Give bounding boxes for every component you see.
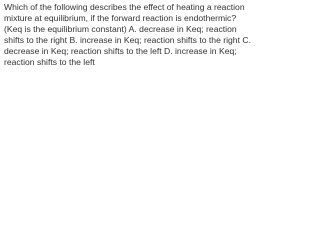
question-text: Which of the following describes the effect of heating a reaction mixture at equilibrium, if the forward reaction is endothermic? (Keq is the equilibrium constant) A. decrease in Keq; reaction shifts to the right B. increase in Keq; reaction shifts to the right C. decrease in Keq; reaction shifts to the left D. increase in Keq; reaction shifts to the left [4,2,251,67]
